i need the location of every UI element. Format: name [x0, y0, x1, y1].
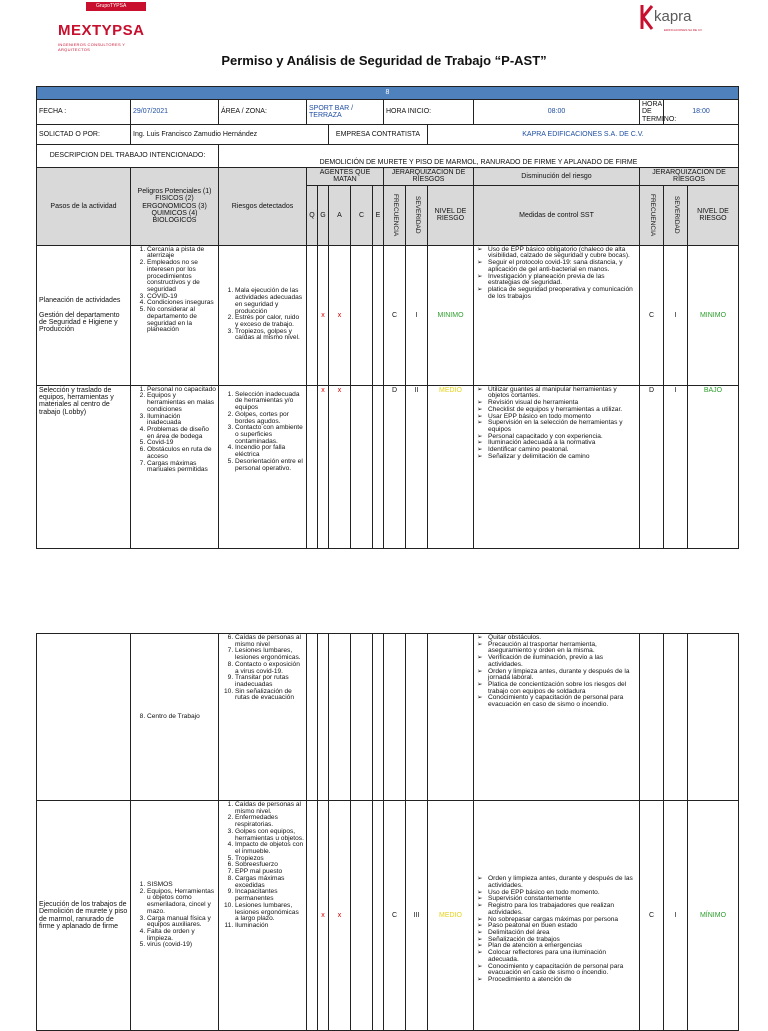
fecha-label: FECHA : — [37, 100, 131, 125]
row3-peligros: 8. Centro de Trabajo — [131, 634, 219, 801]
col-disminucion: Disminución del riesgo — [474, 168, 640, 186]
row2-nivel-2: BAJO — [688, 385, 739, 548]
row3-paso — [37, 634, 131, 801]
col-e: E — [373, 185, 384, 245]
solicitado-label: SOLICTAD O POR: — [37, 125, 131, 145]
area-value: SPORT BAR / TERRAZA — [307, 100, 384, 125]
col-severidad-2: SEVERIDAD — [672, 196, 680, 234]
row1-nivel-2: MINIMO — [688, 245, 739, 385]
row1-frecuencia: C — [384, 245, 406, 385]
descripcion-value: DEMOLICIÓN DE MURETE Y PISO DE MARMOL, RANURADO DE FIRME Y APLANADO DE FIRME — [219, 145, 739, 168]
col-nivel: NIVEL DE RIESGO — [428, 185, 474, 245]
logo-tagline-right: EDIFICACIONES SA DE CV — [664, 28, 703, 32]
col-q: Q — [307, 185, 318, 245]
solicitado-value: Ing. Luis Francisco Zamudio Hernández — [131, 125, 329, 145]
hora-inicio-value: 08:00 — [474, 100, 640, 125]
hora-inicio-label: HORA INICIO: — [384, 100, 474, 125]
row4-medidas: ➢ Orden y limpieza antes, durante y después de las actividades. ➢ Uso de EPP básico en todo momento. ➢ Supervisión constantemente ➢ Registro para los trabajadores que realizan actividades. ➢ No sobrepasar cargas máximas por persona ➢ Paso peatonal en buen estado ➢ Delimitación del área ➢ Señalización de trabajos ➢ Plan de atención a emergencias ➢ Colocar reflectores para una iluminación adecuada. ➢ Conocimiento y capacitación de personal para evacuación en caso de sismo o incendio. ➢ Procedimiento a atención de — [474, 801, 640, 1031]
hora-termino-label: HORA DE TERMINO: — [640, 100, 664, 125]
col-riesgos: Riesgos detectados — [219, 168, 307, 246]
row2-g: x — [318, 385, 329, 548]
col-peligros: Peligros Potenciales (1) FISICOS (2) ERGONOMICOS (3) QUIMICOS (4) BIOLOGICOS — [131, 168, 219, 246]
ast-table-page-1 — [36, 86, 739, 549]
row2-riesgos: 1. Selección inadecuada de herramientas y/o equipos 2. Golpes, cortes por bordes agudos. 3. Contacto con ambiente o superficies contaminadas. 4. Incendio por falla eléctrica 5. Desorientación entre el personal operativo. — [219, 385, 307, 548]
row4-severidad: III — [406, 801, 428, 1031]
row1-medidas: ➢ Uso de EPP básico obligatorio (chaleco de alta visibilidad, calzado de seguridad y cubre bocas). ➢ Seguir el protocolo covid-19: sana distancia, y aplicación de gel anti-bacterial en manos. ➢ Investigación y planeación previa de las estrategias de seguridad. ➢ platica de seguridad preoperativa y comunicación de los trabajos — [474, 245, 640, 385]
row1-severidad-2: I — [664, 245, 688, 385]
hora-termino-value: 18:00 — [664, 100, 739, 125]
row2-a: x — [329, 385, 351, 548]
row1-a: x — [329, 245, 351, 385]
col-c: C — [351, 185, 373, 245]
row1-paso: Planeación de actividades Gestión del departamento de Seguridad e Higiene y Producción — [37, 245, 131, 385]
row4-paso: Ejecución de los trabajos de Demolición de murete y piso de marmol, ranurado de firme y aplanado de firme — [37, 801, 131, 1031]
row4-severidad-2: I — [664, 801, 688, 1031]
table-row — [37, 385, 739, 548]
col-medidas: Medidas de control SST — [474, 185, 640, 245]
row4-riesgos: 1. Caídas de personas al mismo nivel. 2. Enfermedades respiratorias. 3. Golpes con equipos, herramientas u objetos. 4. Impacto de objetos con el inmueble. 5. Tropiezos 6. Sobreesfuerzo 7. EPP mal puesto 8. Cargas máximas excedidas 9. Incapacitantes permanentes 10. Lesiones lumbares, lesiones ergonómicas a largo plazo. 11. Iluminación — [219, 801, 307, 1031]
fecha-value: 29/07/2021 — [131, 100, 219, 125]
kapra-mark-icon — [640, 3, 654, 31]
row1-g: x — [318, 245, 329, 385]
form-number: 8 — [37, 87, 739, 100]
table-row — [37, 245, 739, 385]
logo-brand-right: kapra — [654, 8, 692, 25]
row4-a: x — [329, 801, 351, 1031]
row4-peligros: 1. SISMOS 2. Equipos, Herramientas u objetos como esmeriladora, cincel y mazo. 3. Carga manual física y equipos auxiliares. 4. Falta de orden y limpieza. 5. virus (covid-19) — [131, 801, 219, 1031]
logo-brand: MEXTYPSA — [58, 22, 145, 39]
row1-nivel: MINIMO — [428, 245, 474, 385]
row1-peligros: 1. Cercanía a pista de aterrizaje 2. Empleados no se interesen por los procedimientos constructivos y de seguridad 3. COVID-19 4. Condiciones inseguras 5. No considerar al departamento de seguridad en la planeación — [131, 245, 219, 385]
ast-table-page-2 — [36, 633, 739, 1031]
logo-group-label: GrupoTYPSA — [86, 2, 146, 11]
descripcion-label: DESCRIPCION DEL TRABAJO INTENCIONADO: — [37, 145, 219, 168]
kapra-logo — [640, 0, 720, 40]
mextypsa-logo — [58, 2, 158, 52]
col-jerarquizacion-2: JERARQUIZACION DE RIESGOS — [640, 168, 739, 186]
row2-nivel: MEDIO — [428, 385, 474, 548]
row2-severidad-2: I — [664, 385, 688, 548]
col-a: A — [329, 185, 351, 245]
row3-riesgos: 6. Caídas de personas al mismo nivel 7. Lesiones lumbares, lesiones ergonómicas. 8. Contacto o exposición a virus covid-19. 9. Transitar por rutas inadecuadas 10. Sin señalización de rutas de evacuación — [219, 634, 307, 801]
row4-nivel: MEDIO — [428, 801, 474, 1031]
empresa-value: KAPRA EDIFICACIONES S.A. DE C.V. — [428, 125, 739, 145]
col-nivel-2: NIVEL DE RIESGO — [688, 185, 739, 245]
row2-frecuencia: D — [384, 385, 406, 548]
table-row — [37, 634, 739, 801]
col-g: G — [318, 185, 329, 245]
col-pasos: Pasos de la actividad — [37, 168, 131, 246]
col-frecuencia-2: FRECUENCIA — [648, 194, 656, 237]
row4-g: x — [318, 801, 329, 1031]
logo-tagline: INGENIEROS CONSULTORES Y ARQUITECTOS — [58, 42, 126, 52]
row2-paso: Selección y traslado de equipos, herramientas y materiales al centro de trabajo (Lobby) — [37, 385, 131, 548]
row4-frecuencia: C — [384, 801, 406, 1031]
col-agentes: AGENTES QUE MATAN — [307, 168, 384, 186]
empresa-label: EMPRESA CONTRATISTA — [329, 125, 428, 145]
row2-severidad: II — [406, 385, 428, 548]
row1-frecuencia-2: C — [640, 245, 664, 385]
col-severidad: SEVERIDAD — [413, 196, 421, 234]
row1-riesgos: 1. Mala ejecución de las actividades adecuadas en seguridad y producción 2. Estrés por calor, ruido y exceso de trabajo. 3. Tropiezos, golpes y caídas al mismo nivel. — [219, 245, 307, 385]
page-title: Permiso y Análisis de Seguridad de Trabajo “P-AST” — [221, 53, 547, 68]
area-label: ÁREA / ZONA: — [219, 100, 307, 125]
col-frecuencia: FRECUENCIA — [391, 194, 399, 237]
table-row — [37, 801, 739, 1031]
row2-frecuencia-2: D — [640, 385, 664, 548]
row1-severidad: I — [406, 245, 428, 385]
row4-nivel-2: MÍNIMO — [688, 801, 739, 1031]
row2-medidas: ➢ Utilizar guantes al manipular herramientas y objetos cortantes. ➢ Revisión visual de herramienta ➢ Checklist de equipos y herramientas a utilizar. ➢ Usar EPP básico en todo momento ➢ Supervisión en la selección de herramientas y equipos ➢ Personal capacitado y con experiencia. ➢ Iluminación adecuada a la normativa ➢ Identificar camino peatonal. ➢ Señalizar y delimitación de camino — [474, 385, 640, 548]
row2-peligros: 1. Personal no capacitado 2. Equipos y herramientas en malas condiciones 3. Iluminación inadecuada 4. Problemas de diseño en área de bodega 5. Covid-19 6. Obstáculos en ruta de acceso 7. Cargas máximas manuales permitidas — [131, 385, 219, 548]
row3-medidas: ➢ Quitar obstáculos. ➢ Precaución al trasportar herramienta, aseguramiento y orden en la misma. ➢ Verificación de iluminación, previo a las actividades. ➢ Orden y limpieza antes, durante y después de la jornada laboral. ➢ Platica de concientización sobre los riesgos del trabajo con equipos de soldadura ➢ Conocimiento y capacitación de personal para evacuación en caso de sismo o incendio. — [474, 634, 640, 801]
col-jerarquizacion-1: JERARQUIZACION DE RIESGOS — [384, 168, 474, 186]
row4-frecuencia-2: C — [640, 801, 664, 1031]
